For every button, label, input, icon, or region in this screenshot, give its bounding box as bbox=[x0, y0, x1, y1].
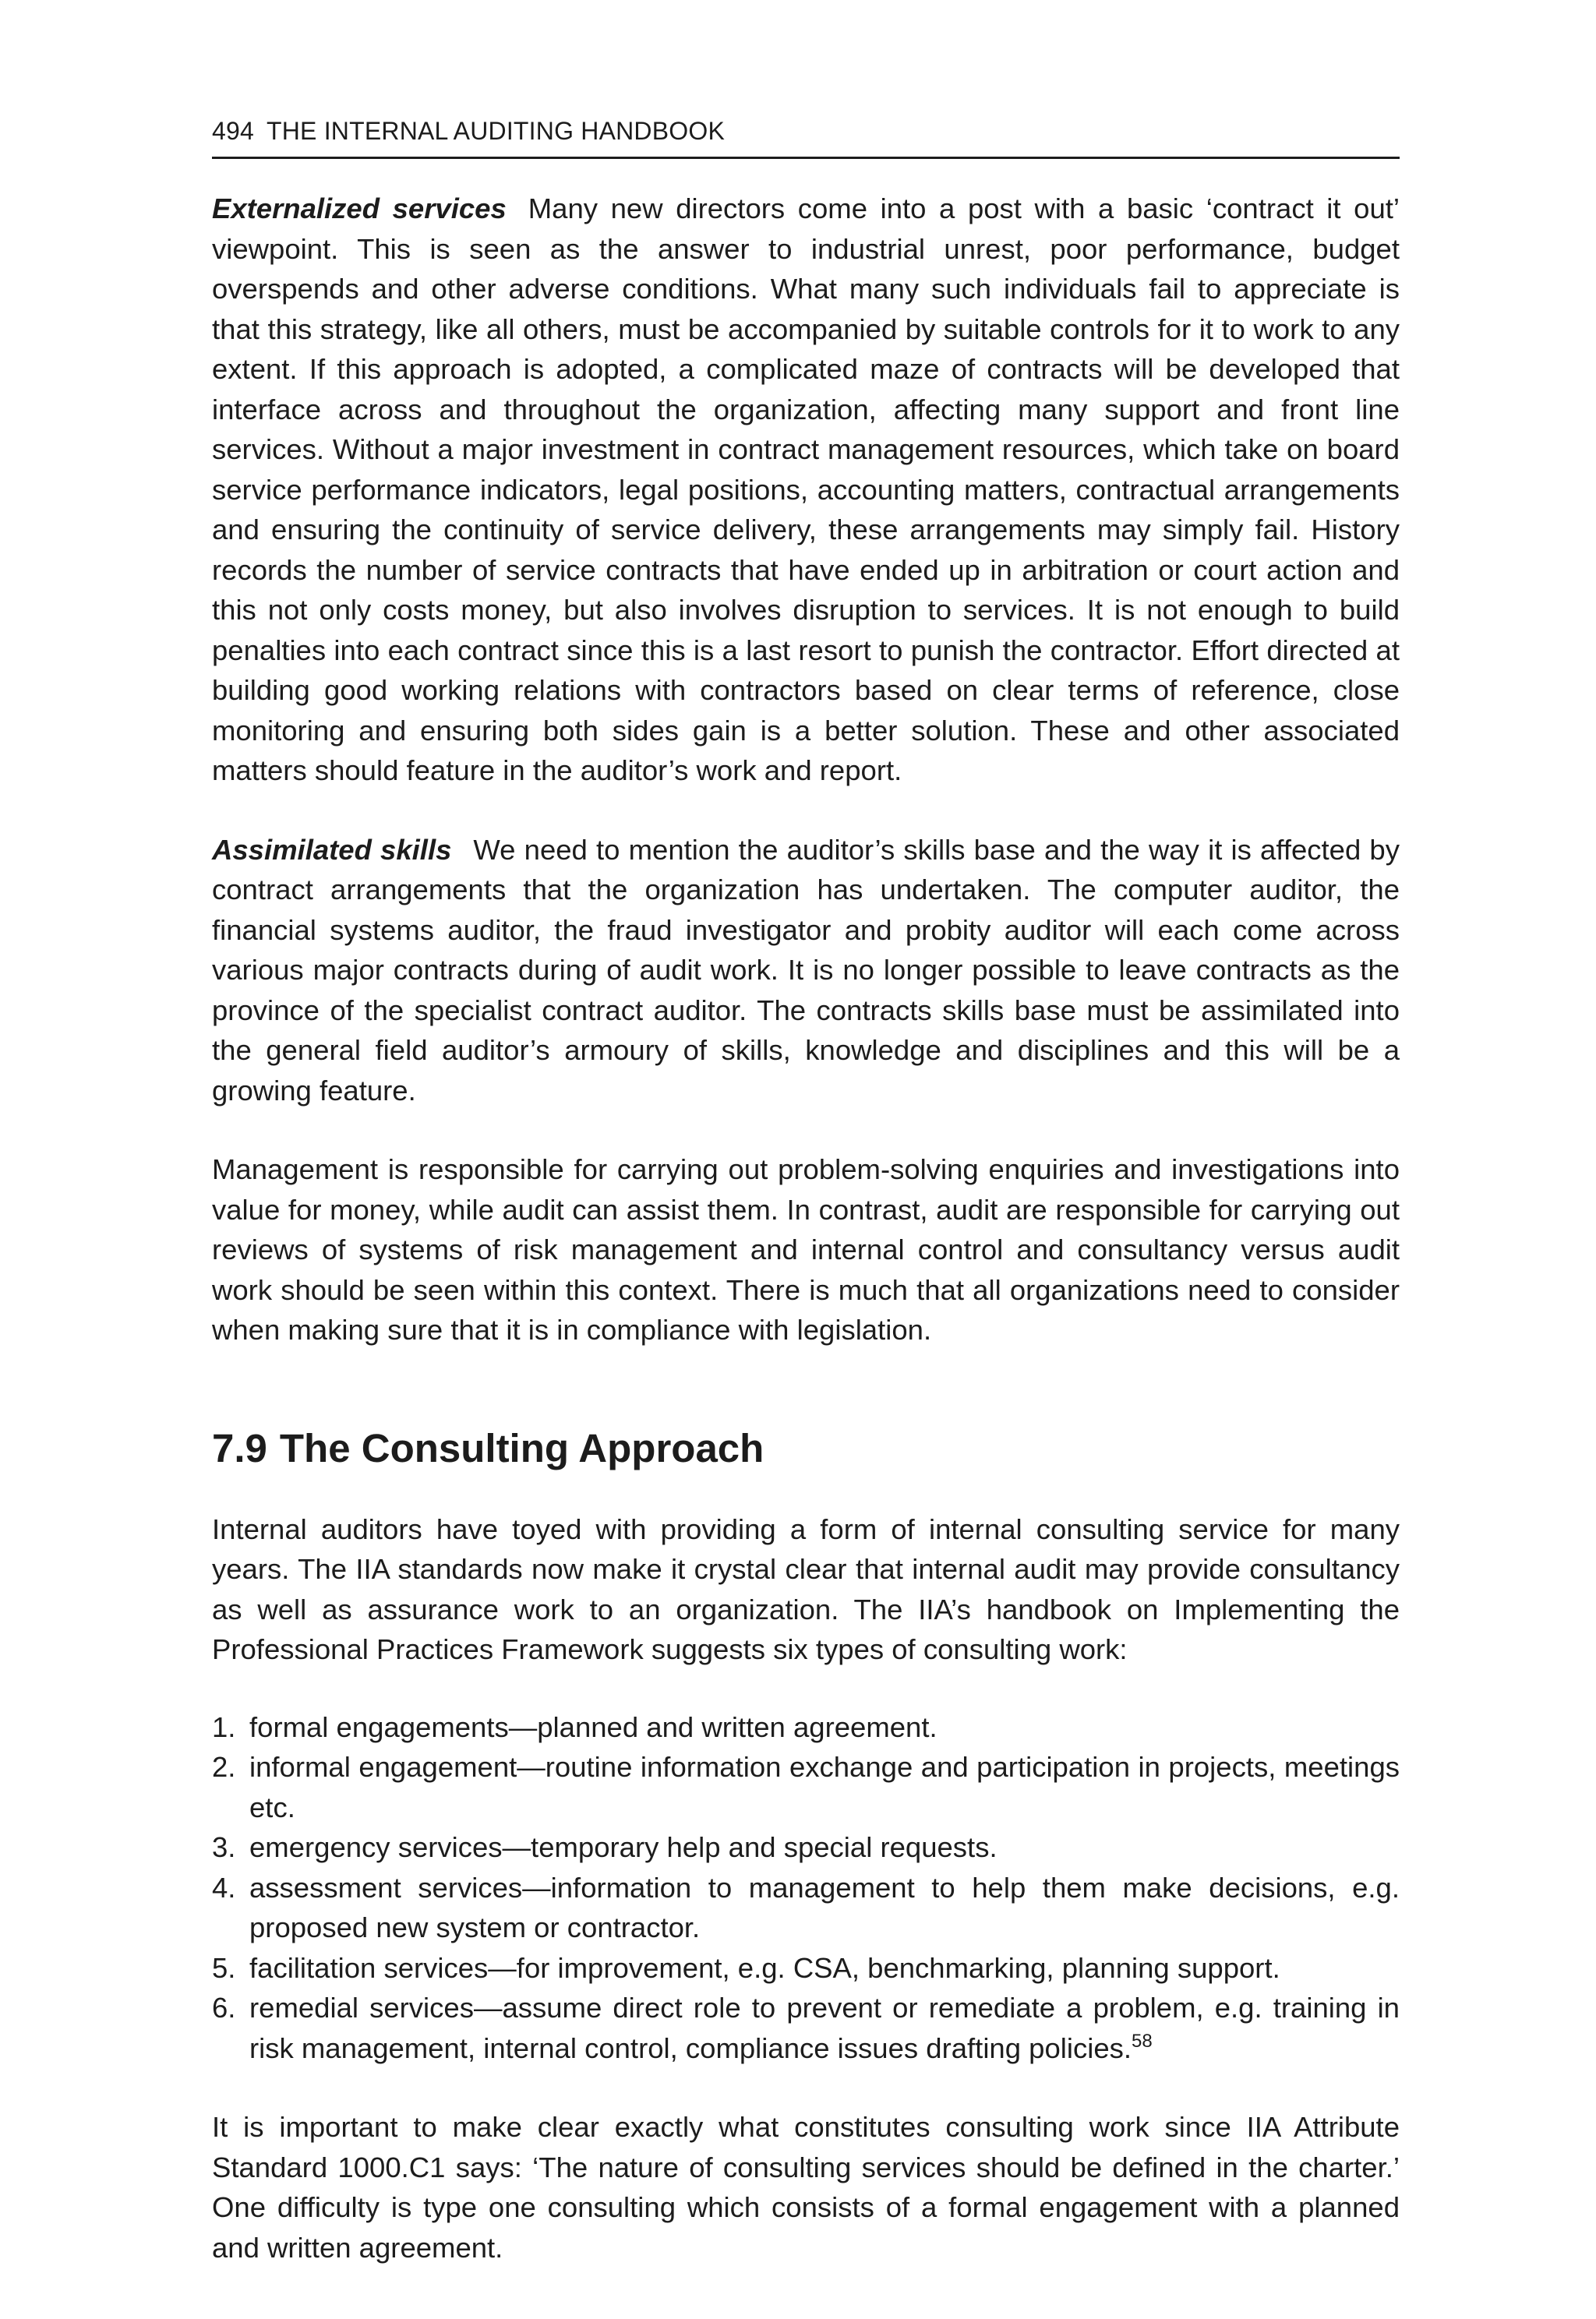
running-head bbox=[212, 117, 1400, 159]
paragraph-intro: Internal auditors have toyed with providing a form of internal consulting service for many years. The IIA standards now make it crystal clear that internal audit may provide consultancy as well as assurance work to an organization. The IIA’s handbook on Implementing the Professional Practices Framework suggests six types of consulting work: bbox=[212, 1512, 1400, 1665]
list-item-text: formal engagements—planned and written agreement. bbox=[249, 1710, 937, 1743]
runin-heading-externalized: Externalized services bbox=[212, 192, 507, 224]
book-title: THE INTERNAL AUDITING HANDBOOK bbox=[267, 117, 725, 145]
page bbox=[212, 117, 1400, 2268]
section-number: 7.9 bbox=[212, 1425, 267, 1470]
list-item-number: 5. bbox=[212, 1951, 236, 1984]
paragraph-closing: It is important to make clear exactly what constitutes consulting work since IIA Attribute Standard 1000.C1 says: ‘The nature of consulting services should be defined in the charter.’ One difficulty is type one consulting which consists of a formal engagement with a planned and written agreement. bbox=[212, 2111, 1400, 2264]
list-item-number: 3. bbox=[212, 1831, 236, 1863]
list-item-number: 4. bbox=[212, 1871, 236, 1904]
section-title: The Consulting Approach bbox=[279, 1425, 764, 1470]
paragraph-text-externalized: Many new directors come into a post with a basic ‘contract it out’ viewpoint. This is seen as the answer to industrial unrest, poor performance, budget overspends and other adverse conditions. What many such individuals fail to appreciate is that this strategy, like all others, must be accompanied by suitable controls for it to work to any extent. If this approach is adopted, a complicated maze of contracts will be developed that interface across and throughout the organization, affecting many support and front line services. Without a major investment in contract management resources, which take on board service performance indicators, legal positions, accounting matters, contractual arrangements and ensuring the continuity of service delivery, these arrangements may simply fail. History records the number of service contracts that have ended up in arbitration or court action and this not only costs money, but also involves disruption to services. It is not enough to build penalties into each contract since this is a last resort to punish the contractor. Effort directed at building good working relations with contractors based on clear terms of reference, close monitoring and ensuring both sides gain is a better solution. These and other associated matters should feature in the auditor’s work and report. bbox=[212, 192, 1400, 786]
list-item-number: 6. bbox=[212, 1992, 236, 2024]
list-item-text: facilitation services—for improvement, e.g. CSA, benchmarking, planning support. bbox=[249, 1951, 1280, 1984]
list-item bbox=[212, 1948, 1400, 1989]
list-item bbox=[212, 1747, 1400, 1827]
list-item-text: remedial services—assume direct role to prevent or remediate a problem, e.g. training in risk management, internal control, compliance issues drafting policies. bbox=[249, 1992, 1400, 2064]
footnote-reference[interactable]: 58 bbox=[1132, 2030, 1153, 2052]
list-item-number: 1. bbox=[212, 1710, 236, 1743]
list-item bbox=[212, 1827, 1400, 1868]
paragraph-text-assimilated: We need to mention the auditor’s skills base and the way it is affected by contract arrangements that the organization has undertaken. The computer auditor, the financial systems auditor, the fraud investigator and probity auditor will each come across various major contracts during of audit work. It is no longer possible to leave contracts as the province of the specialist contract auditor. The contracts skills base must be assimilated into the general field auditor’s armoury of skills, knowledge and disciplines and this will be a growing feature. bbox=[212, 833, 1400, 1107]
list-item-number: 2. bbox=[212, 1751, 236, 1783]
paragraph-externalized-services bbox=[212, 189, 1400, 791]
paragraph-assimilated-skills bbox=[212, 830, 1400, 1111]
list-item bbox=[212, 1707, 1400, 1748]
list-item bbox=[212, 1988, 1400, 2068]
list-item-text-wrapper bbox=[249, 1988, 1400, 2068]
consulting-types-list bbox=[212, 1707, 1400, 2069]
paragraph-management: Management is responsible for carrying out problem-solving enquiries and investigations into value for money, while audit can assist them. In contrast, audit are responsible for carrying out reviews of systems of risk management and internal control and consultancy versus audit work should be seen within this context. There is much that all organizations need to consider when making sure that it is in compliance with legislation. bbox=[212, 1153, 1400, 1346]
list-item-text: informal engagement—routine information exchange and participation in projects, meetings etc. bbox=[249, 1751, 1400, 1823]
page-number: 494 bbox=[212, 117, 254, 145]
list-item bbox=[212, 1868, 1400, 1948]
runin-heading-assimilated: Assimilated skills bbox=[212, 833, 452, 866]
list-item-text: assessment services—information to management to help them make decisions, e.g. proposed new system or contractor. bbox=[249, 1871, 1400, 1943]
list-item-text: emergency services—temporary help and special requests. bbox=[249, 1831, 998, 1863]
section-heading bbox=[212, 1425, 1400, 1472]
